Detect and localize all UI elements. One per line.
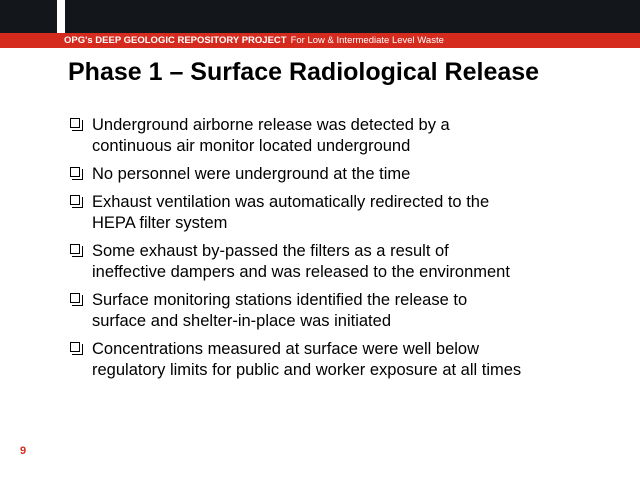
program-name: OPG's DEEP GEOLOGIC REPOSITORY PROJECT <box>64 35 287 46</box>
checkbox-square-icon <box>70 118 80 128</box>
bullet-text-line: continuous air monitor located underground <box>92 137 411 155</box>
top-bar <box>0 0 640 33</box>
program-banner <box>64 33 444 48</box>
checkbox-square-icon <box>70 167 80 177</box>
bullet-text-line: HEPA filter system <box>92 214 228 232</box>
bullet-item <box>70 339 630 381</box>
bullet-text-line: Exhaust ventilation was automatically redirected to the <box>92 193 490 211</box>
bullet-text-line: Underground airborne release was detected by a <box>92 116 450 134</box>
program-subtitle: For Low & Intermediate Level Waste <box>290 35 444 46</box>
bullet-item <box>70 115 630 157</box>
checkbox-square-icon <box>70 244 80 254</box>
bullet-list <box>70 115 630 388</box>
top-bar-notch <box>57 0 65 33</box>
bullet-text-line: ineffective dampers and was released to the environment <box>92 263 510 281</box>
bullet-item <box>70 241 630 283</box>
bullet-text-line: No personnel were underground at the time <box>92 165 411 183</box>
bullet-text-line: Some exhaust by-passed the filters as a result of <box>92 242 449 260</box>
slide-title: Phase 1 – Surface Radiological Release <box>68 58 540 86</box>
checkbox-square-icon <box>70 195 80 205</box>
bullet-text-line: regulatory limits for public and worker exposure at all times <box>92 361 522 379</box>
checkbox-square-icon <box>70 342 80 352</box>
bullet-text-line: Concentrations measured at surface were well below <box>92 340 480 358</box>
header-band <box>0 33 640 48</box>
checkbox-square-icon <box>70 293 80 303</box>
bullet-text-line: Surface monitoring stations identified the release to <box>92 291 468 309</box>
bullet-text-line: surface and shelter-in-place was initiated <box>92 312 391 330</box>
bullet-item <box>70 192 630 234</box>
bullet-item <box>70 164 630 185</box>
bullet-item <box>70 290 630 332</box>
page-number: 9 <box>20 445 27 457</box>
